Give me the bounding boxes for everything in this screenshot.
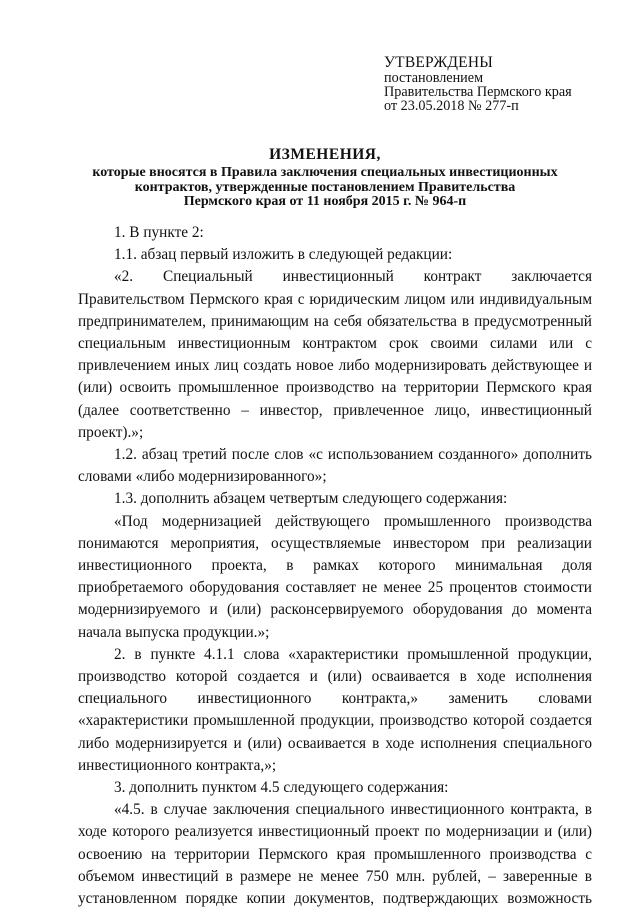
paragraph-3: «2. Специальный инвестиционный контракт заключается Правительством Пермского края с юридическим лицом или индивидуальным предпринимателем, принимающим на себя обязательства в предусмотренный специальным инвестиционным контрактом срок своими силами или с привлечением иных лиц создать новое либо модернизировать действующее и (или) освоить промышленное производство на территории Пермского края (далее соответственно – инвестор, привлеченное лицо, инвестиционный проект).»; — [78, 268, 592, 441]
approval-line-date: от 23.05.2018 № 277-п — [384, 98, 519, 114]
paragraph-5: 1.3. дополнить абзацем четвертым следующего содержания: — [114, 490, 508, 508]
paragraph-2: 1.1. абзац первый изложить в следующей редакции: — [114, 246, 453, 264]
document-subtitle — [70, 166, 580, 210]
subtitle-line-3: Пермского края от 11 ноября 2015 г. № 964-п — [183, 194, 467, 209]
approval-heading: УТВЕРЖДЕНЫ — [384, 54, 493, 71]
paragraph-7: 2. в пункте 4.1.1 слова «характеристики промышленной продукции, производство которой создается и (или) осваивается в ходе исполнения специального инвестиционного контракта,» заменить словами «характеристики промышленной продукции, производство которой создается либо модернизируется и (или) осваивается в ходе исполнения специального инвестиционного контракта,»; — [78, 645, 592, 774]
approval-line-resolution: постановлением — [384, 70, 484, 86]
approval-stamp — [384, 55, 624, 113]
subtitle-line-1: которые вносятся в Правила заключения специальных инвестиционных — [92, 165, 558, 180]
paragraph-1: 1. В пункте 2: — [114, 224, 204, 241]
document-body — [78, 222, 592, 910]
subtitle-line-2: контрактов, утвержденные постановлением Правительства — [134, 179, 516, 195]
paragraph-6: «Под модернизацией действующего промышленного производства понимаются мероприятия, осуществляемые инвестором при реализации инвестиционного проекта, в рамках которого минимальная доля приобретаемого оборудования составляет не менее 25 процентов стоимости модернизируемого и (или) расконсервируемого оборудования до момента начала выпуска продукции.»; — [78, 512, 592, 641]
paragraph-8: 3. дополнить пунктом 4.5 следующего содержания: — [114, 779, 449, 797]
document-title: ИЗМЕНЕНИЯ, — [269, 146, 381, 163]
approval-line-government: Правительства Пермского края — [384, 84, 572, 100]
paragraph-9: «4.5. в случае заключения специального инвестиционного контракта, в ходе которого реализуется инвестиционный проект по модернизации и (или) освоению на территории Пермского края промышленного производства с объемом инвестиций в размере не менее 750 млн. рублей, – заверенные в установленном порядке копии документов, подтверждающих возможность — [78, 801, 592, 908]
paragraph-4: 1.2. абзац третий после слов «с использованием созданного» дополнить словами «либо модернизированного»; — [78, 446, 592, 486]
